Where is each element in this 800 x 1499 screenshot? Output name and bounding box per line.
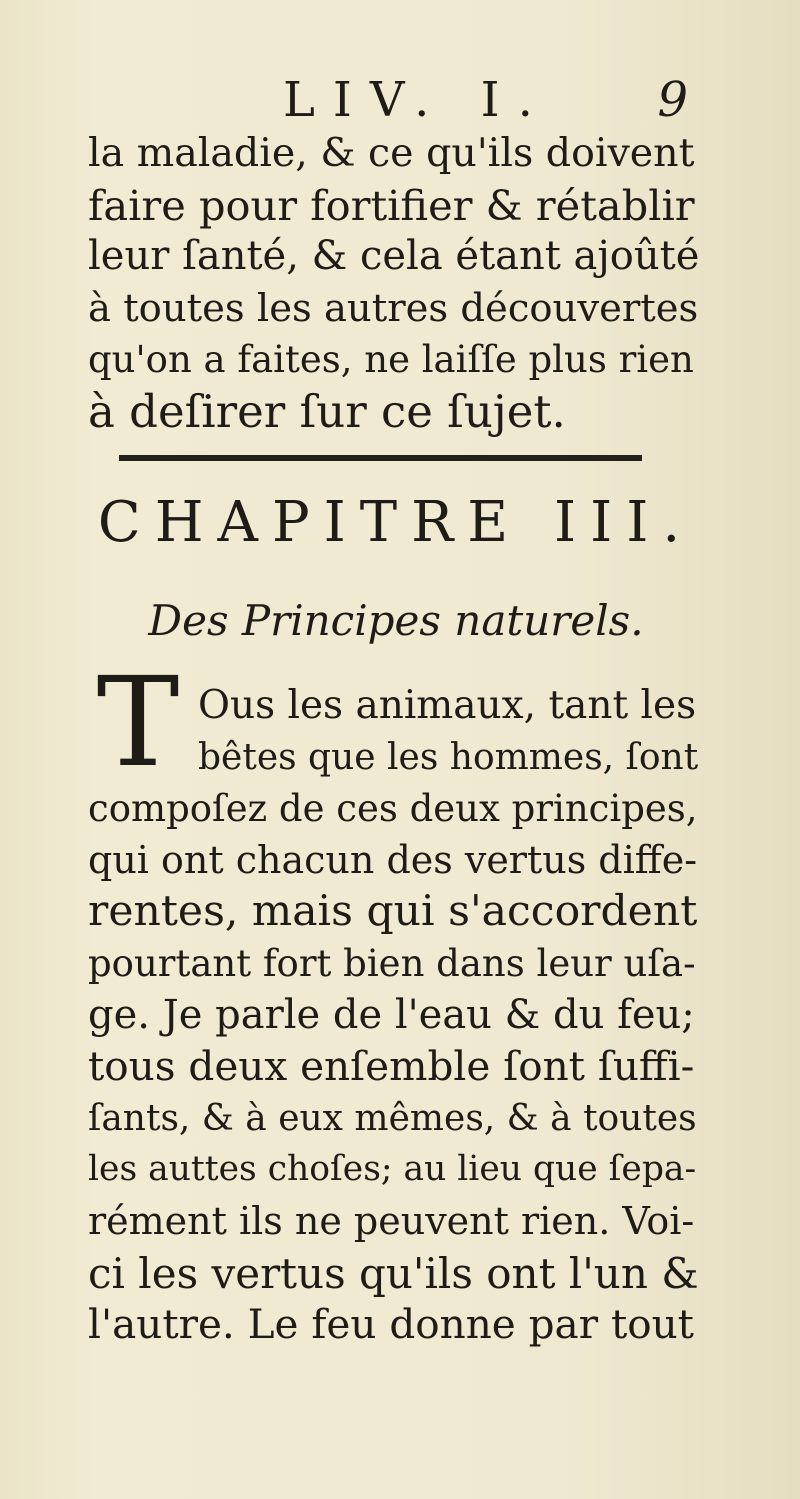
text-line: à toutes les autres découvertes bbox=[88, 285, 699, 331]
text-line: qu'on a faites, ne laiſſe plus rien bbox=[88, 338, 694, 382]
section-rule bbox=[119, 455, 642, 461]
text-line: rentes, mais qui s'accordent bbox=[88, 887, 698, 937]
text-line: faire pour fortifier & rétablir bbox=[88, 180, 695, 230]
text-line: qui ont chacun des vertus diffe- bbox=[88, 837, 698, 882]
chapter-subtitle: Des Principes naturels. bbox=[148, 596, 644, 645]
text-line: ge. Je parle de l'eau & du feu; bbox=[88, 991, 695, 1038]
page-number: 9 bbox=[657, 72, 688, 128]
continued-text bbox=[88, 128, 700, 438]
text-line: bêtes que les hommes, ſont bbox=[198, 736, 699, 778]
chapter-paragraph bbox=[88, 680, 700, 1351]
chapter-title: CHAPITRE III. bbox=[97, 490, 695, 555]
text-line: Ous les animaux, tant les bbox=[198, 683, 697, 728]
drop-cap: T bbox=[96, 651, 180, 795]
text-line: compoſez de ces deux principes, bbox=[88, 787, 698, 831]
text-line: tous deux enſemble ſont ſuffi- bbox=[88, 1042, 695, 1091]
running-title: LIV. I. bbox=[283, 72, 551, 128]
text-line: leur ſanté, & cela étant ajoûté bbox=[88, 233, 700, 280]
text-line: rément ils ne peuvent rien. Voi- bbox=[88, 1198, 695, 1243]
text-line: ſants, & à eux mêmes, & à toutes bbox=[88, 1097, 697, 1139]
text-line: pourtant fort bien dans leur uſa- bbox=[88, 941, 696, 985]
running-head bbox=[88, 72, 700, 128]
text-line: les auttes choſes; au lieu que ſepa- bbox=[88, 1149, 697, 1190]
text-line: à deſirer ſur ce ſujet. bbox=[88, 384, 566, 438]
text-line: la maladie, & ce qu'ils doivent bbox=[88, 130, 695, 176]
text-line: l'autre. Le feu donne par tout bbox=[88, 1300, 694, 1349]
text-line: ci les vertus qu'ils ont l'un & bbox=[88, 1248, 699, 1298]
